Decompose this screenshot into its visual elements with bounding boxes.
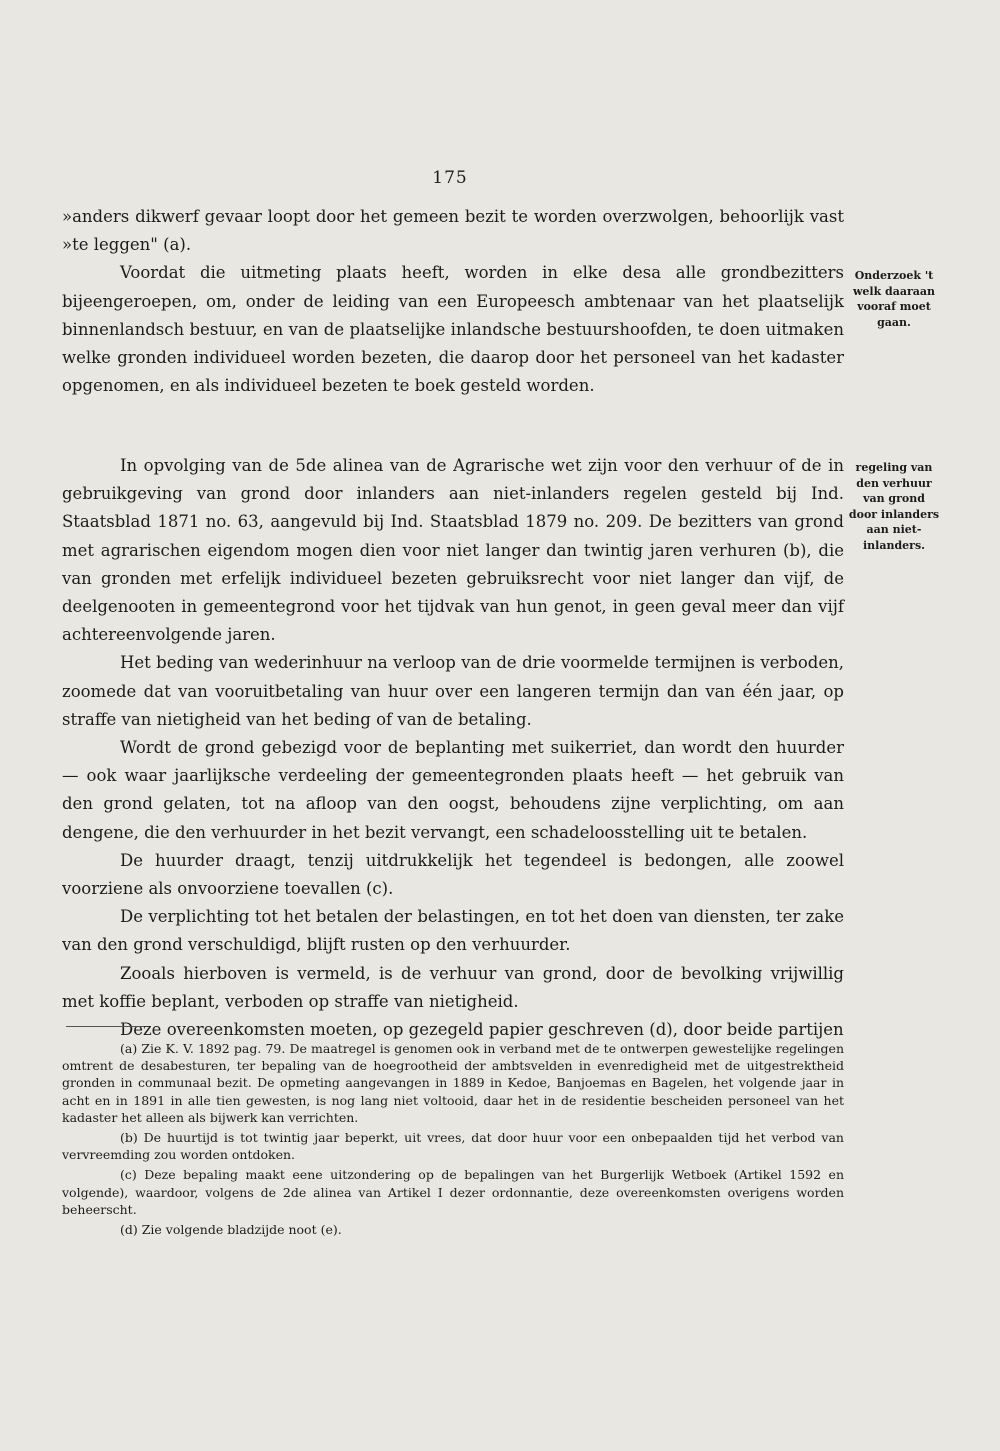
footnote: (d) Zie volgende bladzijde noot (e). bbox=[120, 1222, 342, 1238]
paragraph: In opvolging van de 5de alinea van de Agrarische wet zijn voor den verhuur of de in gebruikgeving van grond door inlanders aan niet-inlanders regelen gesteld bij Ind. Staatsblad 1871 no. 63, aangevuld bij Ind. Staatsblad 1879 no. 209. De bezitters van grond met agrarischen eigendom mogen dien voor niet langer dan twintig jaren verhuren (b), die van gronden met erfelijk individueel bezeten gebruiksrecht voor niet langer dan vijf, de deelgenooten in gemeentegrond voor het tijdvak van hun genot, in geen geval meer dan vijf achtereenvolgende jaren. bbox=[62, 456, 844, 645]
page-number: 175 bbox=[432, 168, 468, 188]
margin-note: regeling van den verhuur van grond door inlanders aan niet-inlanders. bbox=[848, 461, 940, 552]
text-block-top bbox=[62, 203, 844, 400]
paragraph: Deze overeenkomsten moeten, op gezegeld papier geschreven (d), door beide partijen bbox=[120, 1020, 844, 1040]
paragraph: De huurder draagt, tenzij uitdrukkelijk het tegendeel is bedongen, alle zoowel voorziene als onvoorziene toevallen (c). bbox=[62, 850, 844, 899]
footnotes bbox=[62, 1040, 844, 1241]
paragraph: Wordt de grond gebezigd voor de beplanting met suikerriet, dan wordt den huurder — ook waar jaarlijksche verdeeling der gemeentegronden plaats heeft — het gebruik van den grond gelaten, tot na afloop van den oogst, behoudens zijne verplichting, om aan dengene, die den verhuurder in het bezit vervangt, een schadeloosstelling uit te betalen. bbox=[62, 738, 844, 842]
footnote: (c) Deze bepaling maakt eene uitzondering op de bepalingen van het Burgerlijk Wetboek (Artikel 1592 en volgende), waardoor, volgens de 2de alinea van Artikel I dezer ordonnantie, deze overeenkomsten overigens worden beheerscht. bbox=[62, 1167, 844, 1217]
paragraph: Voordat die uitmeting plaats heeft, worden in elke desa alle grondbezitters bijeengeroepen, om, onder de leiding van een Europeesch ambtenaar van het plaatselijk binnenlandsch bestuur, en van de plaatselijke inlandsche bestuurshoofden, te doen uitmaken welke gronden individueel worden bezeten, die daarop door het personeel van het kadaster opgenomen, en als individueel bezeten te boek gesteld worden. bbox=[62, 263, 844, 396]
footnote: (b) De huurtijd is tot twintig jaar beperkt, uit vrees, dat door huur voor een onbepaalden tijd het verbod van vervreemding zou worden ontdoken. bbox=[62, 1130, 844, 1163]
paragraph: »anders dikwerf gevaar loopt door het gemeen bezit te worden overzwolgen, behoorlijk vast »te leggen" (a). bbox=[62, 207, 844, 255]
footnote-divider bbox=[66, 1026, 144, 1027]
margin-note: Onderzoek 't welk daaraan vooraf moet gaan. bbox=[852, 269, 936, 329]
paragraph: De verplichting tot het betalen der belastingen, en tot het doen van diensten, ter zake van den grond verschuldigd, blijft rusten op den verhuurder. bbox=[62, 907, 844, 955]
footnote: (a) Zie K. V. 1892 pag. 79. De maatregel is genomen ook in verband met de te ontwerpen gewestelijke regelingen omtrent de desabesturen, ter bepaling van de hoegrootheid der ambtsvelden in evenredigheid met de uitgestrektheid gronden in communaal bezit. De opmeting aangevangen in 1889 in Kedoe, Banjoemas en Bagelen, het volgende jaar in acht en in 1891 in alle tien gewesten, is nog lang niet voltooid, daar het in de residentie bescheiden personeel van het kadaster het alleen als bijwerk kan verrichten. bbox=[62, 1041, 844, 1125]
paragraph: Zooals hierboven is vermeld, is de verhuur van grond, door de bevolking vrijwillig met koffie beplant, verboden op straffe van nietigheid. bbox=[62, 963, 844, 1011]
text-block-main bbox=[62, 452, 844, 1044]
paragraph: Het beding van wederinhuur na verloop van de drie voormelde termijnen is verboden, zoomede dat van vooruitbetaling van huur over een langeren termijn dan van één jaar, op straffe van nietigheid van het beding of van de betaling. bbox=[62, 653, 844, 729]
